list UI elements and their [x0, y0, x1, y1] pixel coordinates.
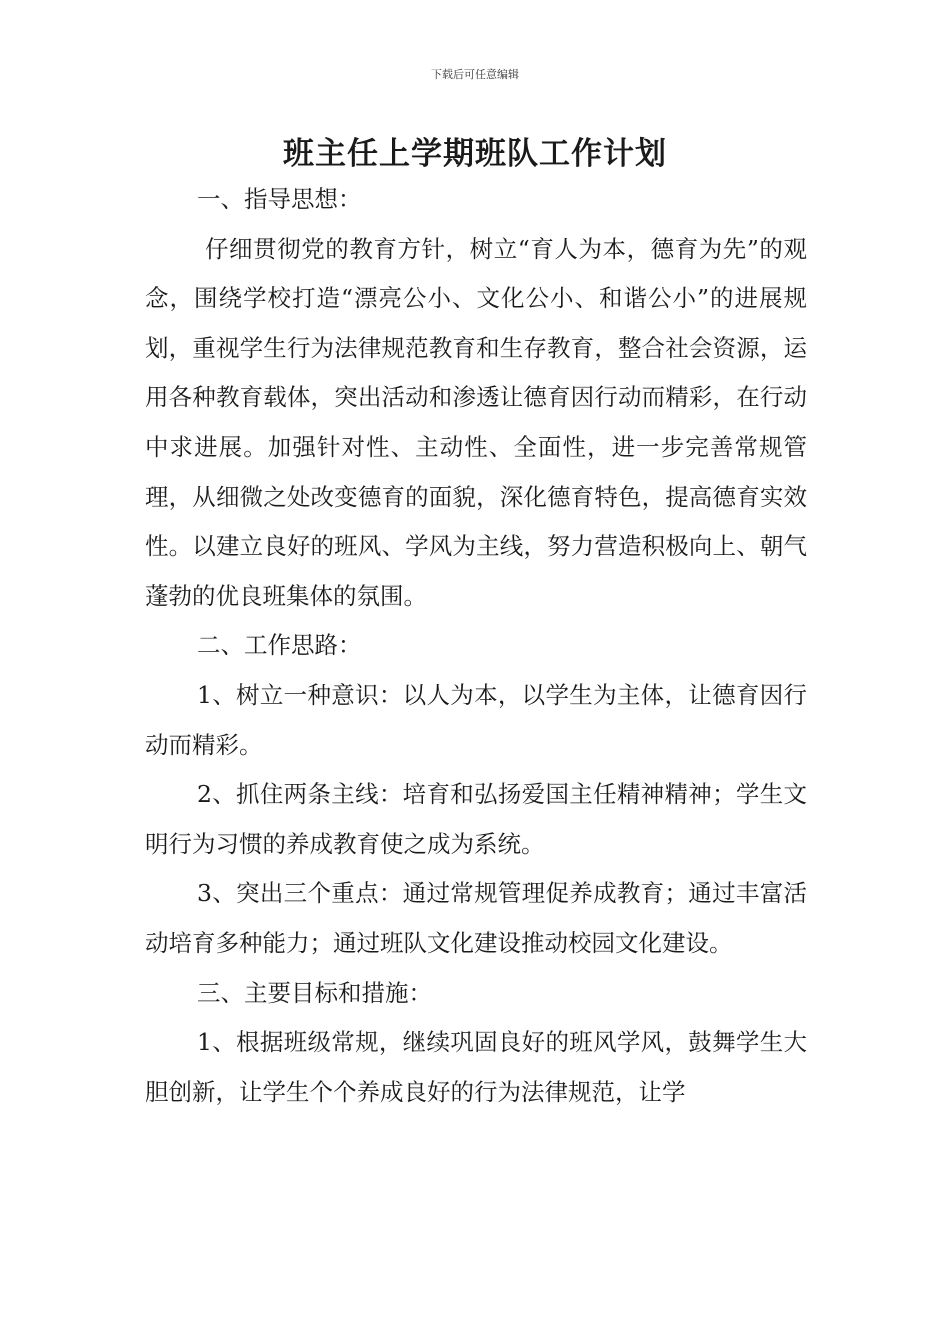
- section-heading-goals-measures: 三、主要目标和措施：: [197, 978, 432, 1007]
- paragraph-work-idea-2: 2、抓住两条主线：培育和弘扬爱国主任精神精神；学生文明行为习惯的养成教育使之成为系统。: [145, 780, 807, 858]
- paragraph-work-idea-3: 3、突出三个重点：通过常规管理促养成教育；通过丰富活动培育多种能力；通过班队文化建设推动校园文化建设。: [145, 879, 807, 957]
- document-title: 班主任上学期班队工作计划: [283, 136, 667, 172]
- document-body: [145, 175, 807, 1117]
- paragraph-guiding-ideology: 仔细贯彻党的教育方针，树立“育人为本，德育为先”的观念，围绕学校打造“漂亮公小、文化公小、和谐公小”的进展规划，重视学生行为法律规范教育和生存教育，整合社会资源，运用各种教育载体，突出活动和渗透让德育因行动而精彩，在行动中求进展。加强针对性、主动性、全面性，进一步完善常规管理，从细微之处改变德育的面貌，深化德育特色，提高德育实效性。以建立良好的班风、学风为主线，努力营造积极向上、朝气蓬勃的优良班集体的氛围。: [145, 234, 807, 610]
- section-heading-guiding-ideology: 一、指导思想：: [197, 185, 362, 213]
- section-heading-work-ideas: 二、工作思路：: [197, 631, 362, 660]
- paragraph-work-idea-1: 1、树立一种意识：以人为本，以学生为主体，让德育因行动而精彩。: [145, 680, 807, 759]
- header-note: 下载后可任意编辑: [431, 68, 519, 81]
- paragraph-goal-1: 1、根据班级常规，继续巩固良好的班风学风，鼓舞学生大胆创新，让学生个个养成良好的行为法律规范，让学: [145, 1028, 807, 1106]
